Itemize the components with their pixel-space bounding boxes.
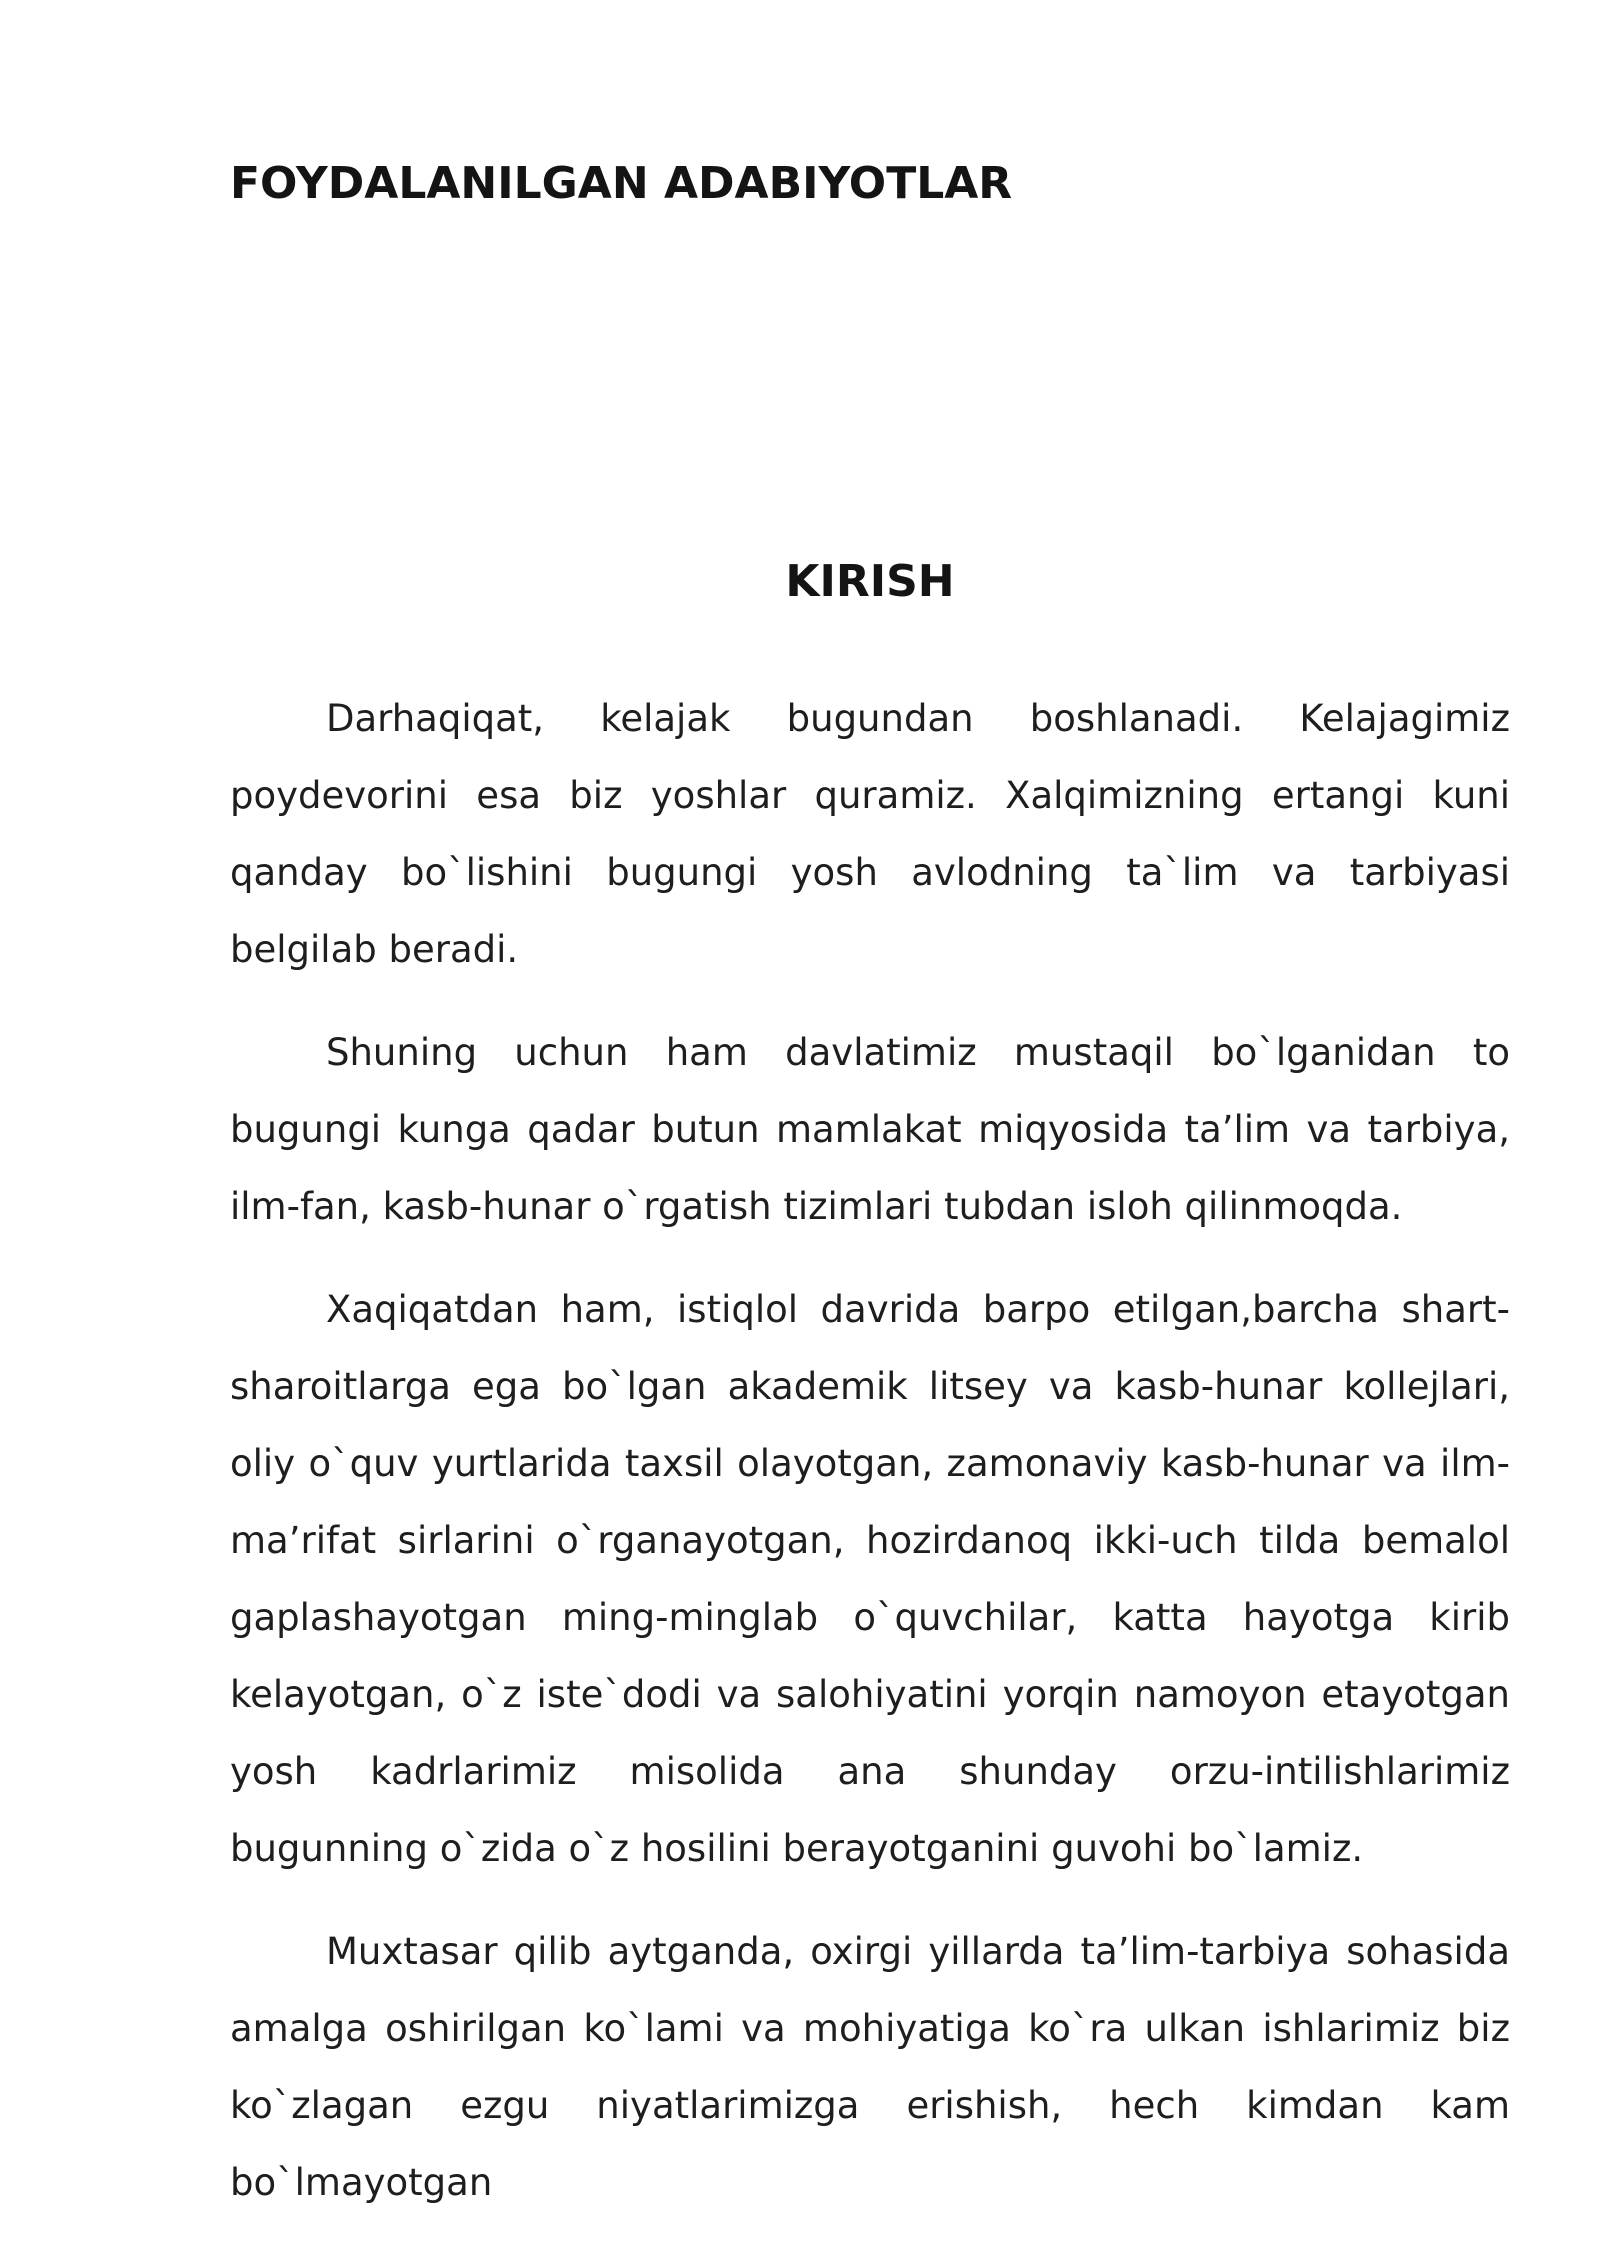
paragraph-4: Muxtasar qilib aytganda, oxirgi yillarda ta’lim-tarbiya sohasida amalga oshirilgan ko`lami va mohiyatiga ko`ra ulkan ishlarimiz biz ko`zlagan ezgu niyatlarimizga erishish, hech kimdan kam bo`lmayotgan [230,1930,1510,2204]
paragraph-1: Darhaqiqat, kelajak bugundan boshlanadi. Kelajagimiz poydevorini esa biz yoshlar quramiz. Xalqimizning ertangi kuni qanday bo`lishini bugungi yosh avlodning ta`lim va tarbiyasi belgilab beradi. [230,697,1510,971]
references-heading: FOYDALANILGAN ADABIYOTLAR [230,158,1013,209]
paragraph-3: Xaqiqatdan ham, istiqlol davrida barpo etilgan,barcha shart-sharoitlarga ega bo`lgan akademik litsey va kasb-hunar kollejlari, oliy o`quv yurtlarida taxsil olayotgan, zamonaviy kasb-hunar va ilm-ma’rifat sirlarini o`rganayotgan, hozirdanoq ikki-uch tilda bemalol gaplashayotgan ming-minglab o`quvchilar, katta hayotga kirib kelayotgan, o`z iste`dodi va salohiyatini yorqin namoyon etayotgan yosh kadrlarimiz misolida ana shunday orzu-intilishlarimiz bugunning o`zida o`z hosilini berayotganini guvohi bo`lamiz. [230,1288,1510,1870]
introduction-heading: KIRISH [785,556,955,607]
paragraph-2: Shuning uchun ham davlatimiz mustaqil bo`lganidan to bugungi kunga qadar butun mamlakat miqyosida ta’lim va tarbiya, ilm-fan, kasb-hunar o`rgatish tizimlari tubdan isloh qilinmoqda. [230,1031,1510,1228]
body-text [230,680,1510,2247]
